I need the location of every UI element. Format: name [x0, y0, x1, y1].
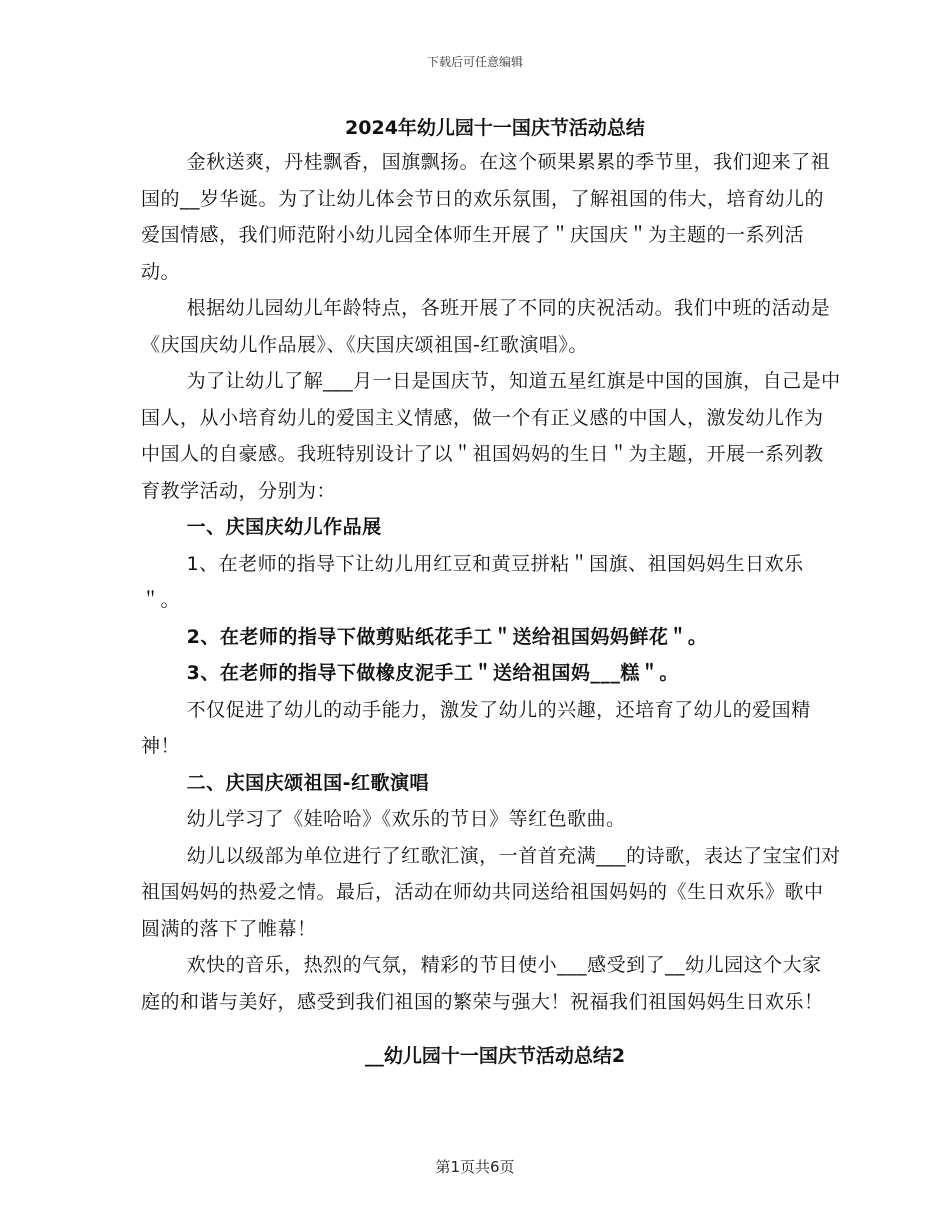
paragraph-activities: 根据幼儿园幼儿年龄特点，各班开展了不同的庆祝活动。我们中班的活动是《庆国庆幼儿作品展》、《庆国庆颂祖国-红歌演唱》。 [141, 297, 831, 356]
paragraph-intro: 金秋送爽，丹桂飘香，国旗飘扬。在这个硕果累累的季节里，我们迎来了祖国的__岁华诞。为了让幼儿体会节日的欢乐氛围，了解祖国的伟大，培育幼儿的爱国情感，我们师范附小幼儿园全体师生开展了＂庆国庆＂为主题的一系列活动。 [141, 151, 831, 283]
list-item-clay-cake: 3、在老师的指导下做橡皮泥手工＂送给祖国妈___糕＂。 [186, 662, 679, 684]
header-note: 下载后可任意编辑 [426, 55, 523, 69]
next-document-title: __幼儿园十一国庆节活动总结2 [364, 1045, 626, 1067]
paragraph-conclusion: 欢快的音乐，热烈的气氛，精彩的节目使小___感受到了__幼儿园这个大家庭的和谐与美好，感受到我们祖国的繁荣与强大！祝福我们祖国妈妈生日欢乐！ [141, 954, 824, 1013]
paragraph-purpose: 为了让幼儿了解___月一日是国庆节，知道五星红旗是中国的国旗，自己是中国人，从小培育幼儿的爱国主义情感，做一个有正义感的中国人，激发幼儿作为中国人的自豪感。我班特别设计了以＂祖国妈妈的生日＂为主题，开展一系列教育教学活动，分别为： [141, 370, 841, 502]
paragraph-performance: 幼儿以级部为单位进行了红歌汇演，一首首充满___的诗歌，表达了宝宝们对祖国妈妈的热爱之情。最后，活动在师幼共同送给祖国妈妈的《生日欢乐》歌中圆满的落下了帷幕！ [141, 844, 841, 940]
document-title: 2024年幼儿园十一国庆节活动总结 [345, 117, 645, 139]
list-item-beans: 1、在老师的指导下让幼儿用红豆和黄豆拼粘＂国旗、祖国妈妈生日欢乐＂。 [141, 552, 804, 611]
page-number: 第1页共6页 [435, 1158, 515, 1176]
section-heading-exhibition: 一、庆国庆幼儿作品展 [186, 516, 382, 538]
document-body [141, 112, 841, 1075]
list-item-paper-flowers: 2、在老师的指导下做剪贴纸花手工＂送给祖国妈妈鲜花＂。 [186, 625, 708, 648]
paragraph-songs: 幼儿学习了《娃哈哈》《欢乐的节日》等红色歌曲。 [186, 808, 626, 830]
section-heading-red-songs: 二、庆国庆颂祖国-红歌演唱 [186, 771, 429, 794]
paragraph-benefits: 不仅促进了幼儿的动手能力，激发了幼儿的兴趣，还培育了幼儿的爱国精神！ [141, 698, 811, 757]
